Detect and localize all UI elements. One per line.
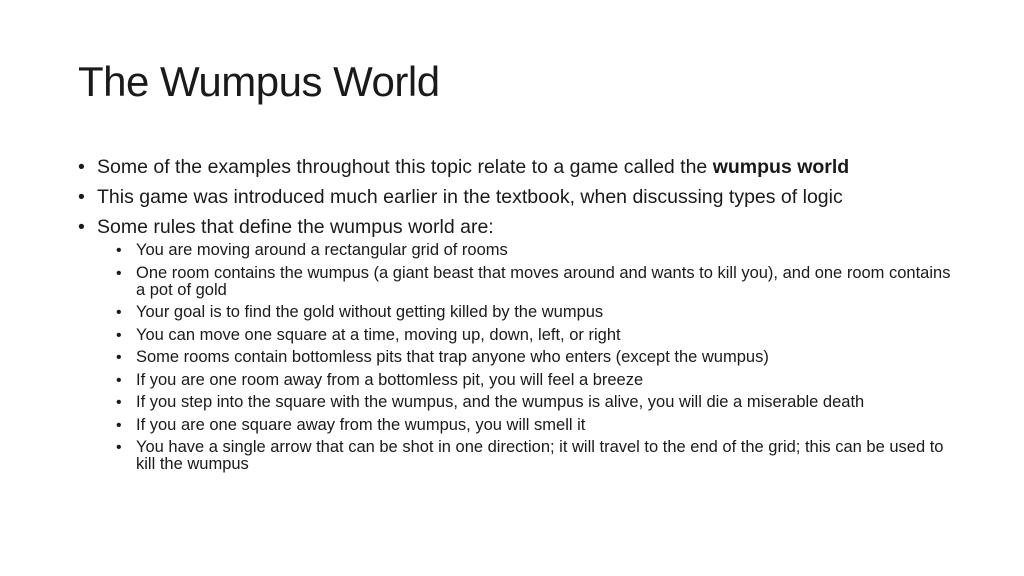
bullet-icon: •	[116, 416, 122, 434]
bullet-item	[78, 152, 958, 182]
bullet-icon: •	[116, 264, 122, 282]
rule-text: If you step into the square with the wumpus, and the wumpus is alive, you will die a miserable death	[136, 393, 865, 411]
bullet-item	[78, 212, 958, 242]
slide-body	[78, 152, 958, 479]
slide-title: The Wumpus World	[78, 58, 440, 105]
rule-text: Your goal is to find the gold without getting killed by the wumpus	[136, 303, 604, 321]
bullet-icon: •	[78, 216, 85, 238]
rule-item	[116, 439, 958, 473]
rule-text: If you are one room away from a bottomless pit, you will feel a breeze	[136, 370, 644, 389]
bullet-icon: •	[116, 439, 122, 456]
bullet-icon: •	[116, 394, 122, 411]
rules-list	[78, 242, 958, 473]
bullet-icon: •	[116, 242, 122, 259]
rule-text: Some rooms contain bottomless pits that trap anyone who enters (except the wumpus)	[136, 348, 769, 366]
rule-item	[116, 372, 958, 389]
bullet-icon: •	[78, 186, 85, 208]
rule-item	[116, 417, 958, 434]
bullet-icon: •	[116, 304, 122, 321]
bullet-emphasis: wumpus world	[712, 156, 850, 178]
rule-item	[116, 242, 958, 259]
rule-item	[116, 265, 958, 299]
rule-item	[116, 304, 958, 321]
rule-item	[116, 394, 958, 411]
bullet-icon: •	[116, 371, 122, 389]
rule-text: You can move one square at a time, moving up, down, left, or right	[136, 325, 621, 344]
rule-item	[116, 349, 958, 366]
bullet-icon: •	[78, 156, 85, 178]
rule-text: You have a single arrow that can be shot in one direction; it will travel to the end of the grid; this can be used to kill the wumpus	[136, 438, 944, 473]
bullet-item	[78, 182, 958, 212]
rule-text: You are moving around a rectangular grid of rooms	[136, 241, 508, 259]
rule-text: If you are one square away from the wumpus, you will smell it	[136, 415, 586, 434]
bullet-text: Some rules that define the wumpus world are:	[97, 216, 494, 238]
rule-text: One room contains the wumpus (a giant beast that moves around and wants to kill you), and one room contains a pot of gold	[136, 263, 951, 299]
bullet-text: Some of the examples throughout this topic relate to a game called the	[97, 156, 713, 178]
bullet-text: This game was introduced much earlier in the textbook, when discussing types of logic	[97, 186, 843, 208]
rule-item	[116, 327, 958, 344]
bullet-icon: •	[116, 349, 122, 366]
bullet-icon: •	[116, 326, 122, 344]
